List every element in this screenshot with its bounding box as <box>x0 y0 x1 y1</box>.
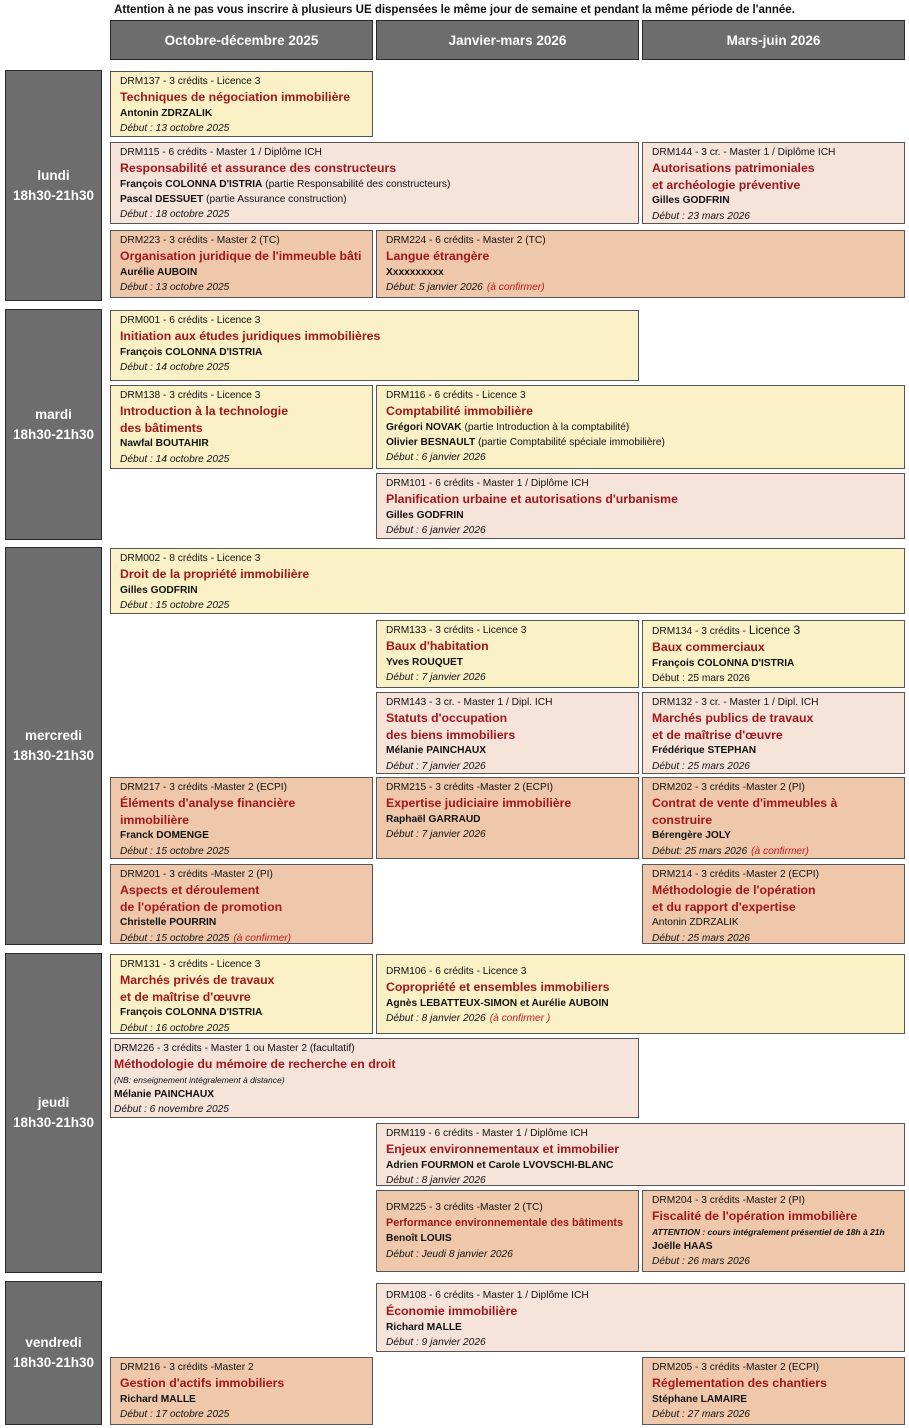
course-header: DRM224 - 6 crédits - Master 2 (TC) <box>386 235 546 246</box>
course-card-drm226[interactable] <box>110 1038 639 1118</box>
course-header: DRM116 - 6 crédits - Licence 3 <box>386 390 526 401</box>
course-card-drm119[interactable] <box>376 1123 905 1186</box>
course-start-date: Début : 14 octobre 2025 <box>120 453 230 465</box>
course-title: Statuts d'occupation <box>386 711 508 726</box>
course-start-date: Début : 15 octobre 2025 <box>120 932 230 944</box>
course-card-drm115[interactable] <box>110 142 639 224</box>
course-teacher: Mélanie PAINCHAUX <box>114 1088 215 1100</box>
course-teacher-note: (partie Assurance construction) <box>203 194 347 206</box>
course-card-drm002[interactable] <box>110 548 905 614</box>
course-title: Enjeux environnementaux et immobilier <box>386 1142 620 1157</box>
course-title: Expertise judiciaire immobilière <box>386 796 572 811</box>
course-card-drm217[interactable] <box>110 777 373 859</box>
course-header: DRM226 - 3 crédits - Master 1 ou Master 2 (facultatif) <box>114 1043 355 1054</box>
course-start-date: Début : 7 janvier 2026 <box>386 760 486 772</box>
course-title: Fiscalité de l'opération immobilière <box>652 1209 858 1224</box>
course-teacher: Bérengère JOLY <box>652 830 731 842</box>
course-header: DRM132 - 3 cr. - Master 1 / Dipl. ICH <box>652 697 819 708</box>
course-title: Responsabilité et assurance des constructeurs <box>120 161 397 176</box>
course-header: DRM201 - 3 crédits -Master 2 (PI) <box>120 869 273 880</box>
course-teacher: Gilles GODFRIN <box>120 584 198 596</box>
course-teacher: François COLONNA D'ISTRIA <box>120 178 263 190</box>
course-card-drm224[interactable] <box>376 230 905 298</box>
day-label-vendredi <box>5 1281 102 1425</box>
course-start-date: Début : 8 janvier 2026 <box>386 1013 486 1025</box>
course-title: Droit de la propriété immobilière <box>120 567 310 582</box>
course-title: Marchés privés de travaux <box>120 973 275 988</box>
to-confirm-note: (à confirmer ) <box>489 1013 551 1025</box>
course-card-drm134[interactable] <box>642 620 905 688</box>
course-teacher: Antonin ZDRZALIK <box>120 107 213 119</box>
course-start-date: Début : 16 octobre 2025 <box>120 1022 230 1034</box>
course-header: DRM101 - 6 crédits - Master 1 / Diplôme ICH <box>386 478 589 489</box>
course-start-date: Début : 6 novembre 2025 <box>114 1104 229 1116</box>
course-teacher: Pascal DESSUET <box>120 194 204 206</box>
course-title: Réglementation des chantiers <box>652 1376 827 1391</box>
course-start-date: Début : 6 janvier 2026 <box>386 452 486 464</box>
course-teacher: François COLONNA D'ISTRIA <box>652 657 795 669</box>
course-title-line2: et de maîtrise d'œuvre <box>652 727 783 742</box>
course-start-date: Début : 13 octobre 2025 <box>120 282 230 294</box>
course-title: Performance environnementale des bâtiments <box>386 1217 624 1230</box>
day-time: 18h30-21h30 <box>12 748 95 763</box>
course-card-drm131[interactable] <box>110 954 373 1034</box>
course-teacher: Aurélie AUBOIN <box>120 266 198 278</box>
course-start-date: Début : 25 mars 2026 <box>652 760 750 772</box>
day-name: vendredi <box>25 1335 82 1350</box>
course-teacher: Joëlle HAAS <box>652 1240 713 1252</box>
course-title: Planification urbaine et autorisations d'urbanisme <box>386 492 678 507</box>
course-card-drm143[interactable] <box>376 692 639 774</box>
course-start-date: Début : 7 janvier 2026 <box>386 829 486 841</box>
course-title: Contrat de vente d'immeubles à <box>652 796 838 811</box>
course-header: DRM138 - 3 crédits - Licence 3 <box>120 390 261 401</box>
course-teacher: Benoît LOUIS <box>386 1233 452 1245</box>
to-confirm-note: (à confirmer) <box>751 845 809 857</box>
course-header: DRM133 - 3 crédits - Licence 3 <box>386 625 527 636</box>
course-teacher: Xxxxxxxxxx <box>386 266 444 278</box>
course-title-line2: et de maîtrise d'œuvre <box>120 989 251 1004</box>
course-title-line2: construire <box>652 812 713 827</box>
course-teacher: Christelle POURRIN <box>120 917 217 929</box>
course-start-date: Début: 5 janvier 2026 <box>386 282 483 294</box>
course-card-drm001[interactable] <box>110 310 639 381</box>
course-title: Économie immobilière <box>386 1304 518 1319</box>
course-header: DRM131 - 3 crédits - Licence 3 <box>120 959 261 970</box>
course-teacher: Richard MALLE <box>386 1321 462 1333</box>
course-card-drm205[interactable] <box>642 1357 905 1425</box>
course-teacher: François COLONNA D'ISTRIA <box>120 1007 263 1019</box>
period-header-oct-dec: Octobre-décembre 2025 <box>110 20 373 60</box>
period-header-jan-mar: Janvier-mars 2026 <box>376 20 639 60</box>
course-title-line2: des bâtiments <box>120 420 203 435</box>
course-title: Comptabilité immobilière <box>386 404 533 419</box>
course-start-date: Début : 9 janvier 2026 <box>386 1337 486 1349</box>
course-header: DRM002 - 8 crédits - Licence 3 <box>120 553 261 564</box>
course-header: DRM144 - 3 cr. - Master 1 / Diplôme ICH <box>652 147 836 158</box>
course-card-drm133[interactable] <box>376 620 639 688</box>
course-header: DRM214 - 3 crédits -Master 2 (ECPI) <box>652 869 819 880</box>
course-start-date: Début : 25 mars 2026 <box>652 673 750 685</box>
day-name: lundi <box>37 167 70 183</box>
course-header: DRM143 - 3 cr. - Master 1 / Dipl. ICH <box>386 697 553 708</box>
course-title-line2: et du rapport d'expertise <box>652 899 796 914</box>
course-teacher: Franck DOMENGE <box>120 830 209 842</box>
course-card-drm201[interactable] <box>110 864 373 944</box>
day-name: jeudi <box>37 1095 70 1110</box>
course-header: DRM119 - 6 crédits - Master 1 / Diplôme ICH <box>386 1128 588 1139</box>
course-title: Éléments d'analyse financière immobilière <box>120 796 296 827</box>
course-teacher: Stéphane LAMAIRE <box>652 1393 748 1405</box>
day-name: mardi <box>35 406 72 422</box>
course-card-drm223[interactable] <box>110 230 373 298</box>
day-label-mardi <box>5 309 102 540</box>
course-header: DRM115 - 6 crédits - Master 1 / Diplôme ICH <box>120 147 322 158</box>
course-card-drm108[interactable] <box>376 1283 905 1352</box>
course-title: Aspects et déroulement <box>120 883 260 898</box>
course-teacher: Agnès LEBATTEUX-SIMON et Aurélie AUBOIN <box>386 997 609 1009</box>
course-header: DRM137 - 3 crédits - Licence 3 <box>120 76 261 87</box>
course-card-drm116[interactable] <box>376 385 905 469</box>
day-time: 18h30-21h30 <box>12 1355 95 1370</box>
course-title: Langue étrangère <box>386 249 490 264</box>
day-time: 18h30-21h30 <box>12 1115 95 1130</box>
course-start-date: Début : 15 octobre 2025 <box>120 845 230 857</box>
course-card-drm215[interactable] <box>376 777 639 859</box>
course-teacher: Antonin ZDRZALIK <box>652 917 739 929</box>
day-label-mercredi <box>5 547 102 945</box>
course-card-drm202[interactable] <box>642 777 905 859</box>
course-card-drm216[interactable] <box>110 1357 373 1425</box>
course-header: DRM204 - 3 crédits -Master 2 (PI) <box>652 1195 805 1206</box>
course-teacher: Mélanie PAINCHAUX <box>386 745 487 757</box>
course-title: Introduction à la technologie <box>120 404 289 419</box>
day-time: 18h30-21h30 <box>12 187 95 203</box>
course-title: Gestion d'actifs immobiliers <box>120 1376 285 1391</box>
course-title-line2: de l'opération de promotion <box>120 899 283 914</box>
enrollment-notice: Attention à ne pas vous inscrire à plusieurs UE dispensées le même jour de semaine et pendant la même période de l'année. <box>114 4 795 16</box>
course-title: Méthodologie du mémoire de recherche en droit <box>114 1057 396 1072</box>
course-card-drm132[interactable] <box>642 692 905 774</box>
course-teacher: Grégori NOVAK <box>386 421 462 433</box>
course-start-date: Début : 18 octobre 2025 <box>120 209 230 221</box>
course-teacher-note: (partie Introduction à la comptabilité) <box>461 421 630 433</box>
course-header: DRM106 - 6 crédits - Licence 3 <box>386 966 527 977</box>
to-confirm-note: (à confirmer) <box>233 932 292 944</box>
day-label-jeudi <box>5 953 102 1273</box>
course-header: DRM108 - 6 crédits - Master 1 / Diplôme ICH <box>386 1290 589 1301</box>
course-card-drm144[interactable] <box>642 142 905 224</box>
course-card-drm204[interactable] <box>642 1190 905 1272</box>
course-start-date: Début: 25 mars 2026 <box>652 845 748 857</box>
course-header: DRM223 - 3 crédits - Master 2 (TC) <box>120 235 280 246</box>
course-teacher: Nawfal BOUTAHIR <box>120 438 209 450</box>
course-teacher: Yves ROUQUET <box>386 656 463 668</box>
course-header: DRM217 - 3 crédits -Master 2 (ECPI) <box>120 782 287 793</box>
course-card-drm137[interactable] <box>110 71 373 137</box>
course-title: Méthodologie de l'opération <box>652 883 816 898</box>
course-card-drm106[interactable] <box>376 954 905 1034</box>
course-teacher: Gilles GODFRIN <box>652 195 730 207</box>
course-teacher: Richard MALLE <box>120 1393 196 1405</box>
course-start-date: Début : Jeudi 8 janvier 2026 <box>386 1248 513 1260</box>
course-header: DRM225 - 3 crédits -Master 2 (TC) <box>386 1202 543 1213</box>
course-note: (NB: enseignement intégralement à distance) <box>114 1074 285 1085</box>
course-teacher: Raphaël GARRAUD <box>386 813 481 825</box>
day-name: mercredi <box>24 728 83 743</box>
to-confirm-note: (à confirmer) <box>486 282 545 294</box>
course-title: Initiation aux études juridiques immobilières <box>120 329 381 344</box>
course-title: Baux commerciaux <box>652 640 765 655</box>
day-time: 18h30-21h30 <box>12 426 95 442</box>
course-title-line2: des biens immobiliers <box>386 727 516 742</box>
course-header: DRM001 - 6 crédits - Licence 3 <box>120 315 261 326</box>
course-teacher: Frédérique STEPHAN <box>652 745 757 757</box>
course-title: Techniques de négociation immobilière <box>120 90 351 105</box>
course-title: Marchés publics de travaux <box>652 711 814 726</box>
course-teacher: François COLONNA D'ISTRIA <box>120 346 263 358</box>
course-start-date: Début : 27 mars 2026 <box>652 1409 750 1421</box>
course-start-date: Début : 26 mars 2026 <box>652 1256 750 1268</box>
course-title: Baux d'habitation <box>386 639 489 654</box>
course-start-date: Début : 6 janvier 2026 <box>386 525 486 537</box>
course-card-drm214[interactable] <box>642 864 905 944</box>
course-teacher: Adrien FOURMON et Carole LVOVSCHI-BLANC <box>386 1159 614 1171</box>
period-header-mar-jun: Mars-juin 2026 <box>642 20 905 60</box>
course-title: Organisation juridique de l'immeuble bâti <box>120 249 362 264</box>
course-level: Licence 3 <box>748 623 801 637</box>
course-start-date: Début : 25 mars 2026 <box>652 932 750 944</box>
course-teacher-note: (partie Comptabilité spéciale immobilière) <box>475 437 665 449</box>
course-header: DRM205 - 3 crédits -Master 2 (ECPI) <box>652 1362 819 1373</box>
course-header: DRM216 - 3 crédits -Master 2 <box>120 1362 254 1373</box>
course-start-date: Début : 23 mars 2026 <box>652 210 750 222</box>
course-title: Autorisations patrimoniales <box>652 161 815 176</box>
course-start-date: Début : 8 janvier 2026 <box>386 1175 486 1186</box>
course-start-date: Début : 13 octobre 2025 <box>120 123 230 135</box>
course-teacher: Gilles GODFRIN <box>386 509 464 521</box>
course-header: DRM202 - 3 crédits -Master 2 (PI) <box>652 782 805 793</box>
course-note: ATTENTION : cours intégralement présentiel de 18h à 21h <box>652 1226 885 1237</box>
course-title-line2: et archéologie préventive <box>652 177 801 192</box>
day-label-lundi <box>5 70 102 301</box>
course-start-date: Début : 7 janvier 2026 <box>386 672 486 684</box>
course-card-drm138[interactable] <box>110 385 373 469</box>
course-start-date: Début : 14 octobre 2025 <box>120 362 230 374</box>
course-teacher-note: (partie Responsabilité des constructeurs) <box>262 178 451 190</box>
course-start-date: Début : 17 octobre 2025 <box>120 1409 230 1421</box>
course-start-date: Début : 15 octobre 2025 <box>120 600 230 612</box>
course-card-drm225[interactable] <box>376 1190 639 1272</box>
course-header: DRM215 - 3 crédits -Master 2 (ECPI) <box>386 782 553 793</box>
course-teacher: Olivier BESNAULT <box>386 437 476 449</box>
course-title: Copropriété et ensembles immobiliers <box>386 980 610 995</box>
course-header: DRM134 - 3 crédits - <box>652 626 749 637</box>
course-card-drm101[interactable] <box>376 473 905 539</box>
